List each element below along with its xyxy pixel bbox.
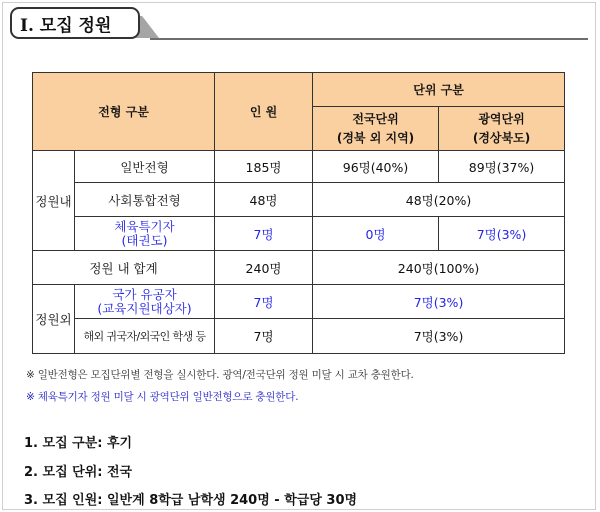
row-label-overseas: 해외 귀국자/외국인 학생 등 (75, 319, 215, 354)
header-national-label: 전국단위 (352, 112, 399, 126)
cell-general-national: 96명(40%) (313, 151, 439, 183)
header-regional-note: (경상북도) (472, 131, 531, 145)
row-label-subtotal: 정원 내 합계 (33, 251, 215, 285)
veterans-label-line1: 국가 유공자 (112, 286, 177, 302)
section-title: Ⅰ. 모집 정원 (10, 7, 140, 39)
cell-overseas-total: 7명 (215, 319, 313, 354)
row-label-social: 사회통합전형 (75, 183, 215, 217)
table-row-general (33, 151, 565, 183)
table-row-overseas (33, 319, 565, 354)
cell-subtotal-combined: 240명(100%) (313, 251, 565, 285)
quota-table (32, 72, 565, 354)
cell-overseas-combined: 7명(3%) (313, 319, 565, 354)
row-label-sports (75, 217, 215, 251)
header-unit: 단위 구분 (313, 73, 565, 107)
header-national (313, 107, 439, 151)
veterans-label-line2: (교육지원대상자) (97, 300, 192, 316)
header-quota: 인 원 (215, 73, 313, 151)
table-row-social (33, 183, 565, 217)
cell-social-combined: 48명(20%) (313, 183, 565, 217)
group-label-in-quota: 정원내 (33, 151, 75, 251)
row-label-general: 일반전형 (75, 151, 215, 183)
header-regional-label: 광역단위 (478, 112, 525, 126)
info-recruit-unit: 2. 모집 단위: 전국 (24, 465, 133, 480)
row-label-veterans (75, 285, 215, 319)
info-recruit-count: 3. 모집 인원: 일반계 8학급 남학생 240명 - 학급당 30명 (24, 493, 358, 508)
note-general-admission: ※ 일반전형은 모집단위별 전형을 실시한다. 광역/전국단위 정원 미달 시 교차 충원한다. (26, 369, 414, 381)
cell-general-total: 185명 (215, 151, 313, 183)
cell-social-total: 48명 (215, 183, 313, 217)
table-row-subtotal (33, 251, 565, 285)
cell-sports-regional: 7명(3%) (439, 217, 565, 251)
cell-subtotal-total: 240명 (215, 251, 313, 285)
header-type: 전형 구분 (33, 73, 215, 151)
info-recruit-type: 1. 모집 구분: 후기 (24, 436, 133, 451)
table-row-veterans (33, 285, 565, 319)
sports-label-line1: 체육특기자 (114, 218, 175, 234)
header-regional (439, 107, 565, 151)
note-sports-admission: ※ 체육특기자 정원 미달 시 광역단위 일반전형으로 충원한다. (26, 391, 299, 403)
header-national-note: (경북 외 지역) (336, 131, 415, 145)
cell-veterans-total: 7명 (215, 285, 313, 319)
cell-general-regional: 89명(37%) (439, 151, 565, 183)
group-label-extra-quota: 정원외 (33, 285, 75, 354)
cell-sports-national: 0명 (313, 217, 439, 251)
heading-rule (150, 38, 588, 40)
cell-veterans-combined: 7명(3%) (313, 285, 565, 319)
sports-label-line2: (태권도) (121, 232, 168, 248)
cell-sports-total: 7명 (215, 217, 313, 251)
table-row-sports (33, 217, 565, 251)
